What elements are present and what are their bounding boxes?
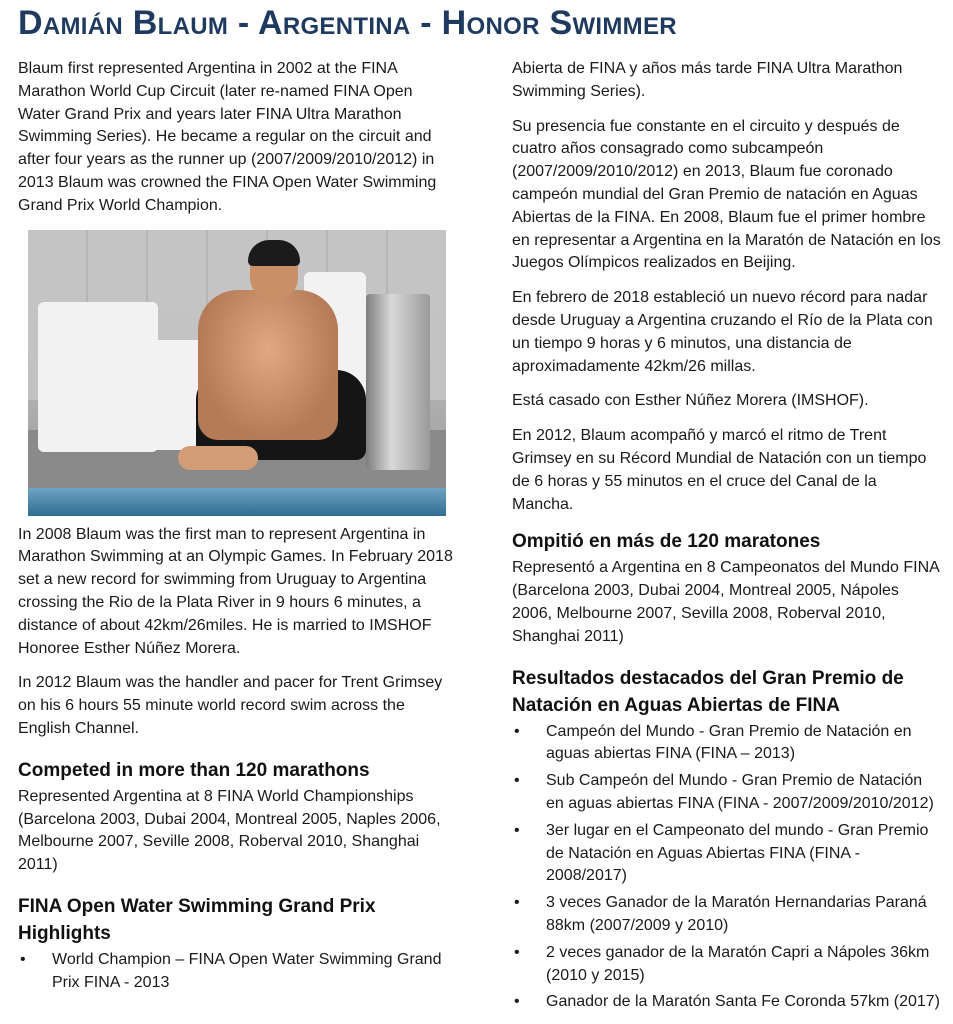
bio-paragraph-es-4: Está casado con Esther Núñez Morera (IMSHOF). (512, 392, 869, 410)
page-title: Damián Blaum - Argentina - Honor Swimmer (18, 4, 677, 42)
bullet-icon: • (514, 943, 520, 961)
bullet-icon: • (514, 722, 520, 740)
list-item: • 3 veces Ganador de la Maratón Hernandarias Paraná 88km (2007/2009 y 2010) (514, 894, 927, 934)
list-item: • Ganador de la Maratón Santa Fe Coronda 57km (2017) (512, 991, 942, 1014)
bullet-icon: • (514, 894, 520, 912)
bio-paragraph-2: In 2008 Blaum was the first man to represent Argentina in Marathon Swimming at an Olympic Games. In February 2018 set a new record for swimming from Uruguay to Argentina crossing the Rio de la Plata River in 9 hours 6 minutes, a distance of about 42km/26miles. He is married to IMSHOF Honoree Esther Núñez Morera. (18, 525, 453, 657)
bio-paragraph-es-3: En febrero de 2018 estableció un nuevo récord para nadar desde Uruguay a Argentina cruzando el Río de la Plata con un tiempo 9 horas y 6 minutos, una distancia de aproximadamente 42km/26 millas. (512, 289, 933, 375)
list-item: • Campeón del Mundo - Gran Premio de Natación en aguas abiertas FINA (FINA – 2013) (514, 722, 912, 763)
bio-paragraph-3: In 2012 Blaum was the handler and pacer for Trent Grimsey on his 6 hours 55 minute world record swim across the English Channel. (18, 674, 443, 737)
bullet-icon: • (514, 993, 520, 1011)
bio-paragraph-1: Blaum first represented Argentina in 2002 at the FINA Marathon World Cup Circuit (later re-named FINA Open Water Grand Prix and years later FINA Ultra Marathon Swimming Series). He became a regular on the circuit and after four years as the runner up (2007/2009/2010/2012) in 2013 Blaum was crowned the FINA Open Water Swimming Grand Prix World Champion. (18, 60, 437, 214)
championships-paragraph: Represented Argentina at 8 FINA World Championships (Barcelona 2003, Dubai 2004, Montreal 2005, Naples 2006, Melbourne 2007, Seville 2008, Roberval 2010, Shanghai 2011) (18, 787, 441, 874)
campeonatos-paragraph: Representó a Argentina en 8 Campeonatos del Mundo FINA (Barcelona 2003, Dubai 2004, Montreal 2005, Nápoles 2006, Melbourne 2007, Sevilla 2008, Roberval 2010, Shanghai 2011) (512, 559, 939, 645)
bio-paragraph-es-5: En 2012, Blaum acompañó y marcó el ritmo de Trent Grimsey en su Récord Mundial de Natación con un tiempo de 6 horas y 55 minutos en el cruce del Canal de la Mancha. (512, 427, 927, 513)
section-heading-maratones: Ompitió en más de 120 maratones (512, 531, 821, 553)
bio-paragraph-es-1: Abierta de FINA y años más tarde FINA Ultra Marathon Swimming Series). (512, 60, 903, 100)
section-heading-marathons: Competed in more than 120 marathons (18, 759, 370, 781)
section-heading-resultados: Resultados destacados del Gran Premio de Natación en Aguas Abiertas de FINA (512, 667, 904, 716)
bullet-icon: • (514, 772, 520, 790)
section-heading-highlights: FINA Open Water Swimming Grand Prix Highlights (18, 895, 376, 944)
list-item: • World Champion – FINA Open Water Swimming Grand Prix FINA - 2013 (20, 950, 442, 991)
list-item: • Sub Campeón del Mundo - Gran Premio de Natación en aguas abiertas FINA (FINA - 2007/2009/2010/2012) (514, 772, 934, 812)
bullet-icon: • (514, 821, 520, 839)
swimmer-photo (28, 230, 446, 516)
right-column (512, 58, 942, 1018)
bio-paragraph-es-2: Su presencia fue constante en el circuito y después de cuatro años consagrado como subcampeón (2007/2009/2010/2012) en 2013, Blaum fue coronado campeón mundial del Gran Premio de natación en Aguas Abiertas de la FINA. En 2008, Blaum fue el primer hombre en representar a Argentina en la Maratón de Natación en los Juegos Olímpicos realizados en Beijing. (512, 117, 941, 272)
list-item: • 3er lugar en el Campeonato del mundo - Gran Premio de Natación en Aguas Abiertas FINA (FINA - 2008/2017) (514, 821, 929, 885)
left-column (18, 58, 458, 999)
highlights-list (18, 949, 458, 995)
list-item: • 2 veces ganador de la Maratón Capri a Nápoles 36km (2010 y 2015) (514, 943, 930, 984)
bullet-icon: • (20, 950, 26, 968)
resultados-list (512, 721, 942, 1015)
